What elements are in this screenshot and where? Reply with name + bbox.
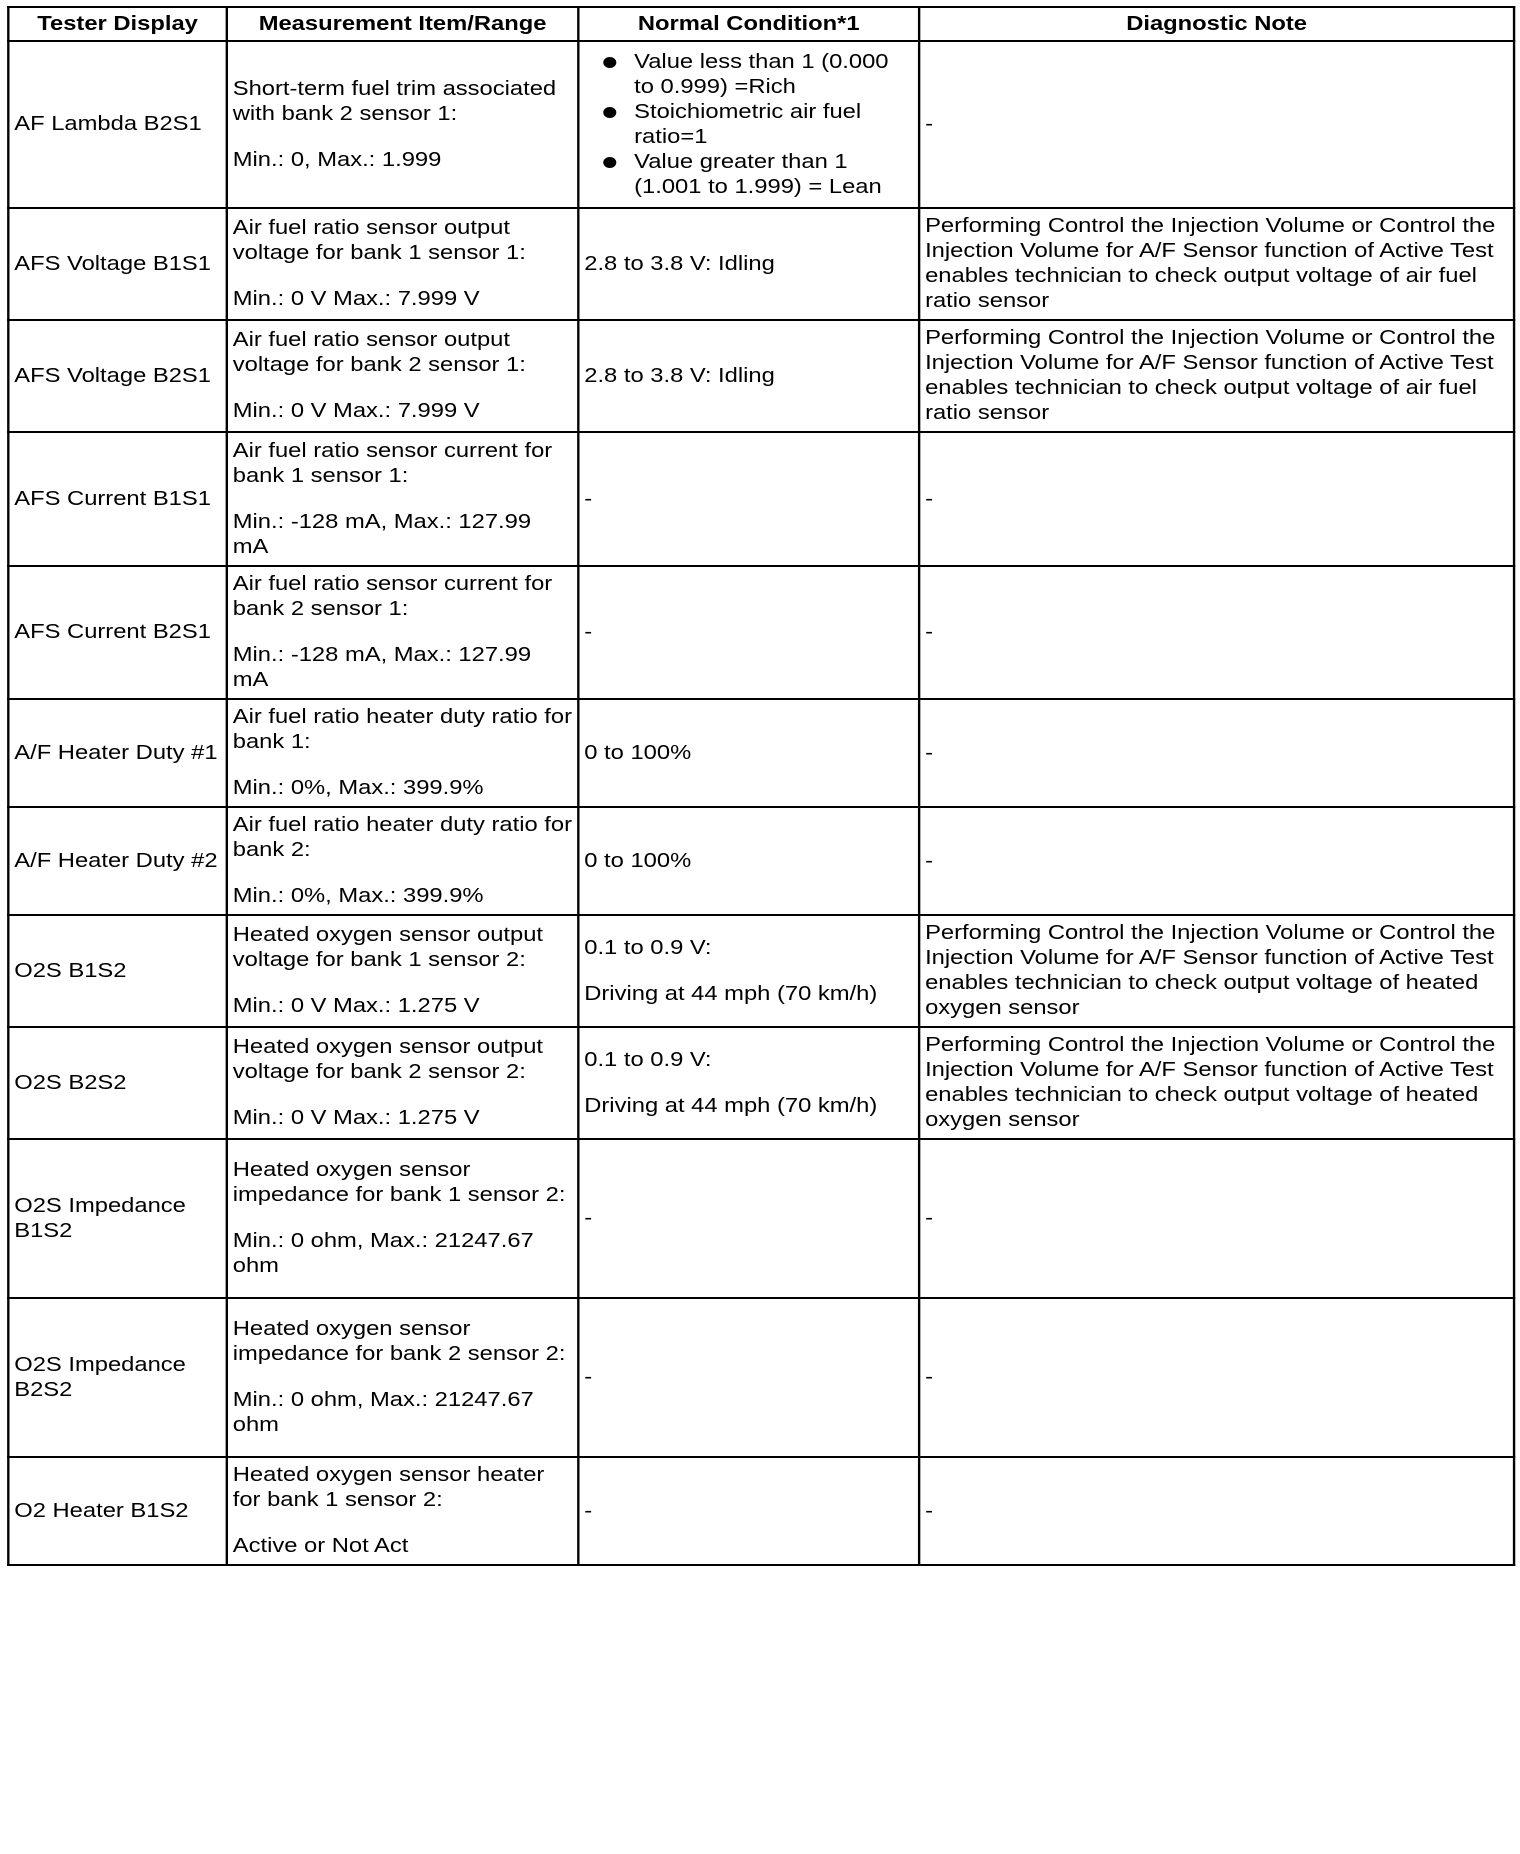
normal-condition-cell: - (578, 432, 919, 566)
diagnostic-note-cell: - (919, 807, 1514, 915)
tester-display-cell: AF Lambda B2S1 (8, 41, 227, 208)
measurement-cell (227, 915, 579, 1027)
measurement-range: Min.: 0 V Max.: 1.275 V (232, 995, 480, 1017)
measurement-text: Heated oxygen sensor impedance for bank 2 sensor 2: (232, 1318, 566, 1365)
measurement-cell (227, 566, 579, 699)
tester-display-cell: O2 Heater B1S2 (8, 1457, 227, 1565)
table-row (8, 41, 1514, 208)
diagnostic-note-cell: Performing Control the Injection Volume or Control the Injection Volume for A/F Sensor function of Active Test enables technician to check output voltage of heated oxygen sensor (919, 915, 1514, 1027)
normal-condition-detail: Driving at 44 mph (70 km/h) (584, 1094, 878, 1117)
tester-display-cell: O2S Impedance B2S2 (8, 1298, 227, 1457)
normal-condition-list (584, 50, 913, 200)
diagnostic-note-cell: - (919, 1298, 1514, 1457)
measurement-range: Min.: -128 mA, Max.: 127.99 mA (232, 644, 532, 691)
measurement-cell (227, 1298, 579, 1457)
normal-condition-cell (578, 915, 919, 1027)
bullet-icon (603, 107, 616, 118)
measurement-range: Min.: 0 ohm, Max.: 21247.67 ohm (232, 1389, 534, 1436)
measurement-cell (227, 1139, 579, 1298)
measurement-text: Heated oxygen sensor output voltage for bank 2 sensor 2: (232, 1036, 544, 1083)
normal-condition-cell: - (578, 1457, 919, 1565)
bullet-icon (603, 157, 616, 168)
measurement-range: Min.: 0 V Max.: 7.999 V (232, 400, 480, 422)
normal-condition-cell: 2.8 to 3.8 V: Idling (578, 320, 919, 432)
measurement-cell (227, 41, 579, 208)
table-row (8, 1027, 1514, 1139)
normal-condition-text: 0.1 to 0.9 V: (584, 1048, 712, 1071)
table-header-row (8, 7, 1514, 41)
measurement-text: Air fuel ratio heater duty ratio for bank 2: (232, 814, 573, 861)
measurement-text: Heated oxygen sensor impedance for bank 1 sensor 2: (232, 1159, 566, 1206)
measurement-range: Min.: 0%, Max.: 399.9% (232, 885, 484, 907)
measurement-range: Min.: 0, Max.: 1.999 (232, 148, 442, 171)
measurement-range: Min.: 0 V Max.: 7.999 V (232, 288, 480, 310)
bullet-icon (603, 57, 616, 68)
list-item: Value less than 1 (0.000 to 0.999) =Rich (584, 50, 913, 100)
diagnostic-note-cell: - (919, 566, 1514, 699)
measurement-range: Min.: -128 mA, Max.: 127.99 mA (232, 510, 532, 558)
diagnostic-note-cell: - (919, 1139, 1514, 1298)
measurement-cell (227, 699, 579, 807)
measurement-text: Heated oxygen sensor heater for bank 1 sensor 2: (232, 1464, 545, 1511)
measurement-cell (227, 1457, 579, 1565)
header-diagnostic-note: Diagnostic Note (919, 7, 1514, 41)
diagnostic-note-cell: - (919, 41, 1514, 208)
normal-condition-cell: - (578, 1298, 919, 1457)
tester-display-cell: AFS Voltage B1S1 (8, 208, 227, 320)
tester-display-cell: AFS Current B2S1 (8, 566, 227, 699)
data-list-table (7, 6, 1515, 1566)
list-item: Stoichiometric air fuel ratio=1 (584, 100, 913, 150)
table-row (8, 208, 1514, 320)
table-row (8, 1298, 1514, 1457)
tester-display-cell: AFS Current B1S1 (8, 432, 227, 566)
measurement-text: Air fuel ratio sensor current for bank 1 sensor 1: (232, 439, 553, 487)
measurement-text: Air fuel ratio sensor output voltage for bank 2 sensor 1: (232, 329, 526, 376)
measurement-cell (227, 1027, 579, 1139)
tester-display-cell: A/F Heater Duty #2 (8, 807, 227, 915)
table-row (8, 566, 1514, 699)
normal-condition-detail: Driving at 44 mph (70 km/h) (584, 982, 878, 1005)
measurement-range: Active or Not Act (232, 1535, 409, 1557)
normal-condition-cell: 0 to 100% (578, 699, 919, 807)
measurement-text: Heated oxygen sensor output voltage for bank 1 sensor 2: (232, 924, 544, 971)
tester-display-cell: O2S B2S2 (8, 1027, 227, 1139)
normal-condition-cell: - (578, 1139, 919, 1298)
measurement-cell (227, 208, 579, 320)
diagnostic-note-cell: Performing Control the Injection Volume or Control the Injection Volume for A/F Sensor function of Active Test enables technician to check output voltage of heated oxygen sensor (919, 1027, 1514, 1139)
measurement-text: Air fuel ratio heater duty ratio for bank 1: (232, 706, 573, 753)
normal-condition-cell: 2.8 to 3.8 V: Idling (578, 208, 919, 320)
table-row (8, 320, 1514, 432)
table-row (8, 1139, 1514, 1298)
normal-condition-text: 0.1 to 0.9 V: (584, 936, 712, 959)
list-item: Value greater than 1 (1.001 to 1.999) = Lean (584, 150, 913, 200)
diagnostic-note-cell: - (919, 432, 1514, 566)
tester-display-cell: O2S Impedance B1S2 (8, 1139, 227, 1298)
measurement-cell (227, 432, 579, 566)
measurement-text: Short-term fuel trim associated with bank 2 sensor 1: (232, 77, 557, 125)
normal-condition-cell (578, 41, 919, 208)
table-row (8, 1457, 1514, 1565)
measurement-range: Min.: 0%, Max.: 399.9% (232, 777, 484, 799)
table-row (8, 432, 1514, 566)
measurement-range: Min.: 0 ohm, Max.: 21247.67 ohm (232, 1230, 534, 1277)
tester-display-cell: AFS Voltage B2S1 (8, 320, 227, 432)
diagnostic-note-cell: - (919, 699, 1514, 807)
tester-display-cell: A/F Heater Duty #1 (8, 699, 227, 807)
diagnostic-note-cell: - (919, 1457, 1514, 1565)
table-row (8, 807, 1514, 915)
measurement-text: Air fuel ratio sensor current for bank 2 sensor 1: (232, 573, 553, 620)
header-tester-display: Tester Display (8, 7, 227, 41)
measurement-text: Air fuel ratio sensor output voltage for bank 1 sensor 1: (232, 217, 526, 264)
header-measurement-item: Measurement Item/Range (227, 7, 579, 41)
diagnostic-note-cell: Performing Control the Injection Volume or Control the Injection Volume for A/F Sensor function of Active Test enables technician to check output voltage of air fuel ratio sensor (919, 320, 1514, 432)
measurement-cell (227, 320, 579, 432)
table-row (8, 699, 1514, 807)
header-normal-condition: Normal Condition*1 (578, 7, 919, 41)
normal-condition-cell: 0 to 100% (578, 807, 919, 915)
diagnostic-note-cell: Performing Control the Injection Volume or Control the Injection Volume for A/F Sensor function of Active Test enables technician to check output voltage of air fuel ratio sensor (919, 208, 1514, 320)
measurement-range: Min.: 0 V Max.: 1.275 V (232, 1107, 480, 1129)
tester-display-cell: O2S B1S2 (8, 915, 227, 1027)
normal-condition-cell (578, 1027, 919, 1139)
measurement-cell (227, 807, 579, 915)
table-row (8, 915, 1514, 1027)
normal-condition-cell: - (578, 566, 919, 699)
